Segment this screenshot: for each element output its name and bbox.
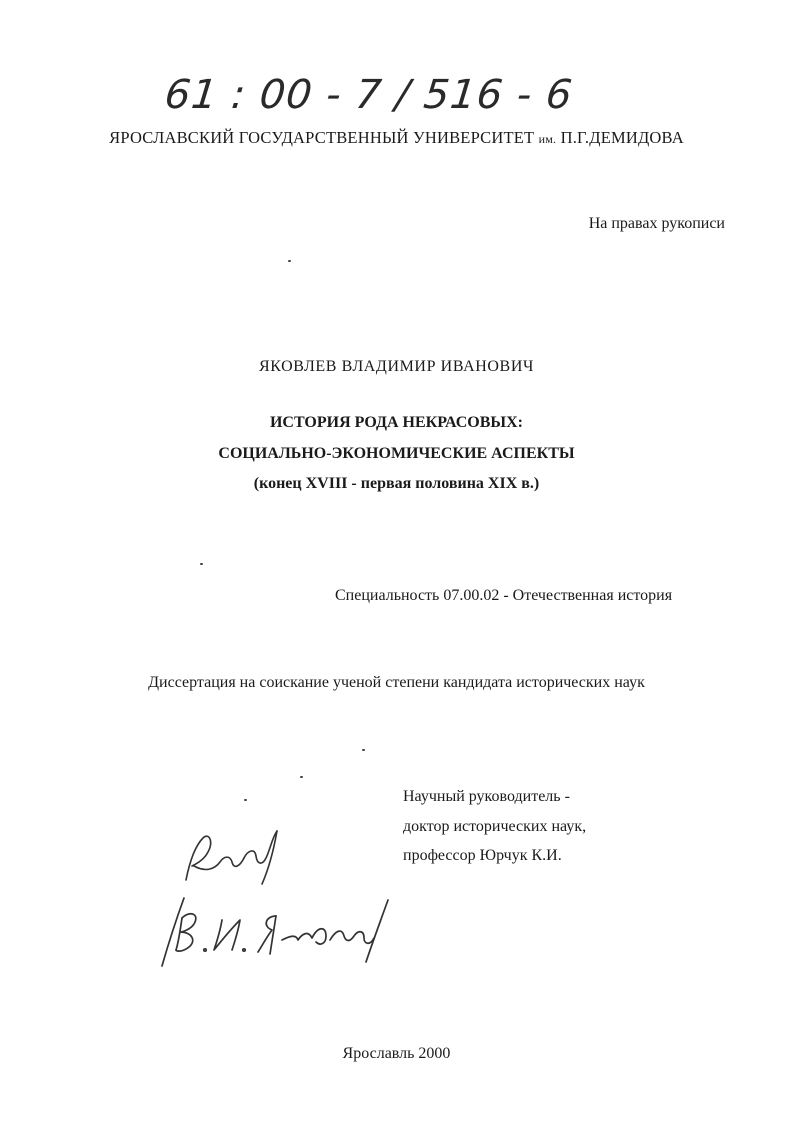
scan-speck <box>300 776 303 778</box>
rights-note: На правах рукописи <box>588 215 725 232</box>
university-honoree: П.Г.ДЕМИДОВА <box>560 128 684 147</box>
author-name: ЯКОВЛЕВ ВЛАДИМИР ИВАНОВИЧ <box>259 358 534 375</box>
scan-speck <box>362 749 365 751</box>
specialty: Специальность 07.00.02 - Отечественная история <box>335 587 673 604</box>
scan-speck <box>244 799 247 801</box>
university-prefix: им. <box>538 132 557 146</box>
supervisor-line-3: профессор Юрчук К.И. <box>403 847 562 864</box>
title-line-3: (конец XVIII - первая половина XIX в.) <box>253 475 540 492</box>
supervisor-line-2: доктор исторических наук, <box>403 818 587 835</box>
title-line-1: ИСТОРИЯ РОДА НЕКРАСОВЫХ: <box>269 414 524 431</box>
handwritten-registry-number: 61 : 00 - 7 / 516 - 6 <box>162 72 576 118</box>
supervisor-line-1: Научный руководитель - <box>403 788 570 805</box>
scan-speck <box>200 563 203 565</box>
title-line-2: СОЦИАЛЬНО-ЭКОНОМИЧЕСКИЕ АСПЕКТЫ <box>218 445 575 462</box>
university-main: ЯРОСЛАВСКИЙ ГОСУДАРСТВЕННЫЙ УНИВЕРСИТЕТ <box>109 128 535 147</box>
scan-speck <box>288 260 291 262</box>
city-year: Ярославль 2000 <box>342 1045 451 1062</box>
dissertation-degree: Диссертация на соискание ученой степени кандидата исторических наук <box>148 674 645 691</box>
